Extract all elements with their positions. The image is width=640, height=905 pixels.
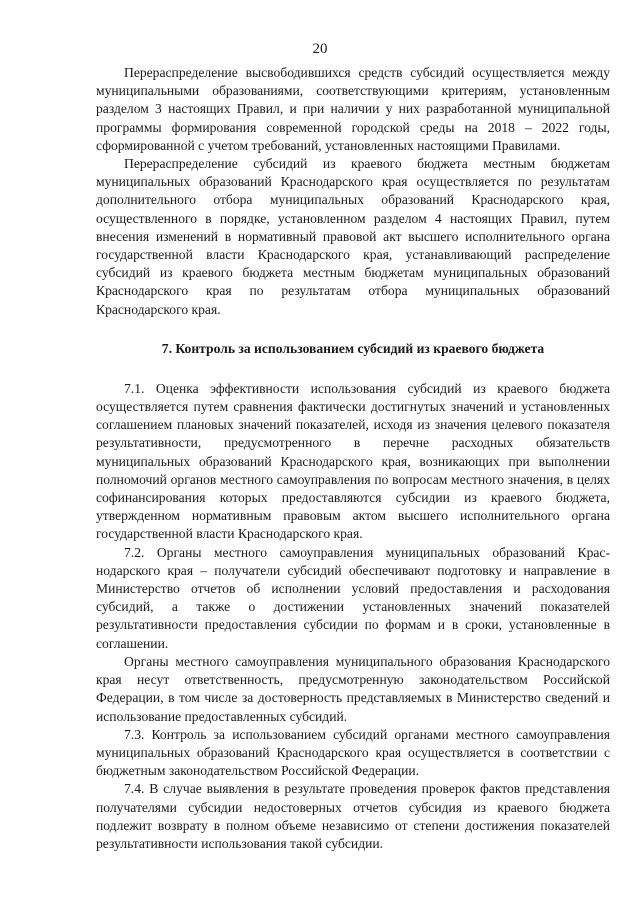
paragraph-7-2: 7.2. Органы местного самоуправления муниципальных образований Краснодарского края – получатели субсидий обеспечивают подготовку и направление в Министерство отчетов об исполнении условий предоставления и расходования субсидий, а также о достижении установленных значений показателей результативности предоставления субсидии по формам и в сроки, установленные в соглашении. xyxy=(96,544,610,651)
paragraph-redistribution-subsidies: Перераспределение субсидий из краевого бюджета местным бюджетам муниципальных образований Краснодарского края осуществляется по результатам дополнительного отбора муниципальных образований Краснодарского края, осуществленного в порядке, установленном разделом 4 настоящих Правил, путем внесения изменений в нормативный правовой акт высшего исполнительного органа государственной власти Краснодарского края, устанавливающий распределение субсидий из краевого бюджета местным бюджетам муниципальных образований Краснодарского края по результатам отбора муниципальных образований Краснодарского края. xyxy=(96,156,610,317)
paragraph-7-2-responsibility: Органы местного самоуправления муниципального образования Краснодарского края несут ответственность, предусмотренную законодательством Российской Федерации, в том числе за достоверность представляемых в Министерство сведений и использование предоставленных субсидий. xyxy=(96,653,610,724)
section-heading-control: 7. Контроль за использованием субсидий из краевого бюджета xyxy=(161,340,545,356)
paragraph-7-4: 7.4. В случае выявления в результате проведения проверок фактов представления получателями субсидии недостоверных отчетов субсидия из краевого бюджета подлежит возврату в полном объеме независимо от степени достижения показателей результативности использования такой субсидии. xyxy=(96,781,610,851)
paragraph-7-3: 7.3. Контроль за использованием субсидий органами местного самоуправления муниципальных образований Краснодарского края осуществляется в соответствии с бюджетным законодательством Российской Федерации. xyxy=(96,726,610,779)
page-number: 20 xyxy=(312,41,328,57)
document-body xyxy=(96,64,610,853)
paragraph-7-1: 7.1. Оценка эффективности использования субсидий из краевого бюджета осуществляется путем сравнения фактически достигнутых значений и установленных соглашением плановых значений показателей, исходя из значения целевого показателя результативности, предусмотренного в перечне расходных обязательств муниципальных образований Краснодарского края, возникающих при выполнении полномочий органов местного самоуправления по вопросам местного значения, в целях софинансирования которых предоставляются субсидии из краевого бюджета, утвержденном нормативным правовым актом высшего исполнительного органа государственной власти Краснодарского края. xyxy=(96,380,610,542)
paragraph-redistribution-freed-funds: Перераспределение высвободившихся средств субсидий осуществляется между муниципальными образованиями, соответствующими критериям, установленным разделом 3 настоящих Правил, и при наличии у них разработанной муниципальной программы формирования современной городской среды на 2018 – 2022 годы, сформированной с учетом требований, установленных настоящими Правилами. xyxy=(96,65,610,153)
